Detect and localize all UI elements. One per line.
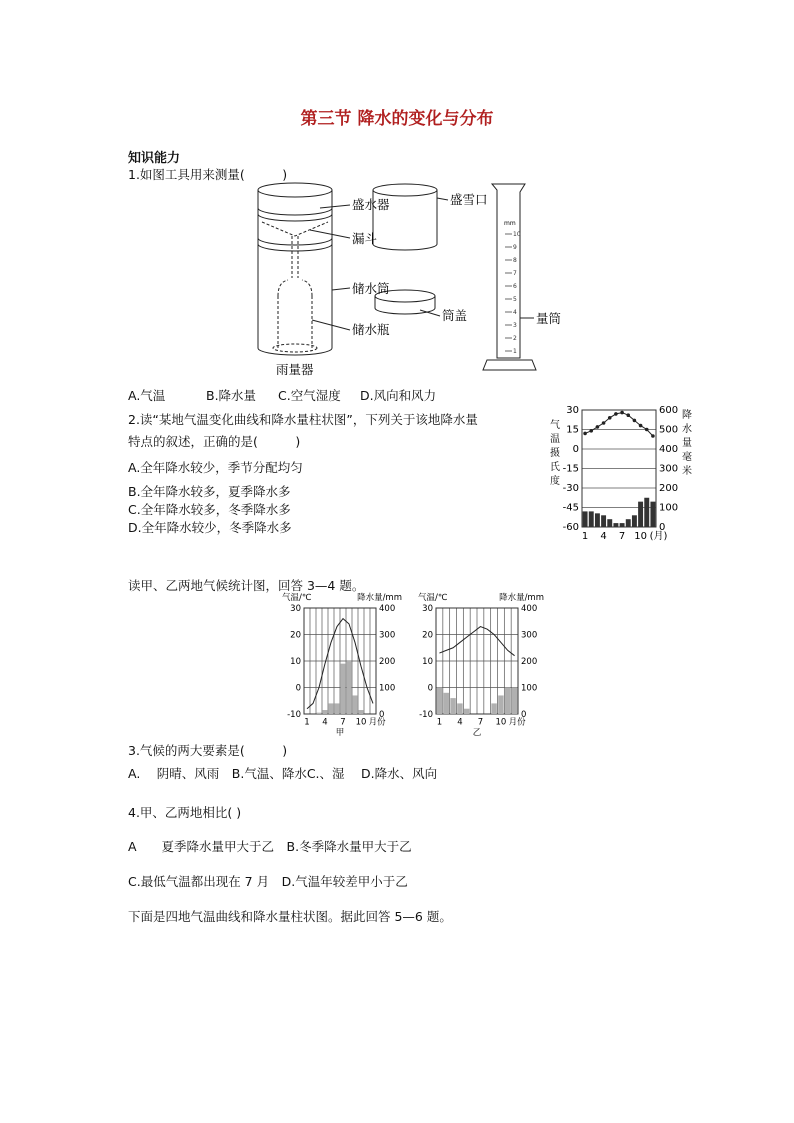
x-tick-label: 7 [477, 717, 484, 728]
x-tick-label: 1 [304, 717, 310, 728]
intro-q3-4: 读甲、乙两地气候统计图，回答 3—4 题。 [128, 578, 365, 593]
question-1-stem: 1.如图工具用来测量( ) [128, 167, 288, 182]
y2-tick-label: 100 [521, 683, 538, 694]
question-2-stem-line1: 2.读“某地气温变化曲线和降水量柱状图”，下列关于该地降水量 [128, 412, 478, 427]
precipitation-bar [620, 523, 625, 527]
y2-tick-label: 100 [379, 683, 396, 694]
intro-q5-6: 下面是四地气温曲线和降水量柱状图。据此回答 5—6 题。 [128, 909, 452, 924]
precipitation-bar [347, 661, 352, 714]
cylinder-tick: 5 [513, 296, 517, 303]
y-tick-label: 0 [572, 444, 579, 455]
y2-tick-label: 400 [521, 604, 538, 614]
y-tick-label: -10 [287, 710, 301, 720]
y-tick-label: 0 [295, 683, 301, 694]
q2-ylabel-char: 温 [550, 434, 560, 445]
cylinder-tick: 3 [513, 322, 517, 329]
y-tick-label: 0 [427, 683, 433, 694]
q1-option-b: B.降水量 [206, 388, 257, 403]
precipitation-bar [638, 502, 643, 527]
x-tick-label: 4 [600, 531, 607, 542]
cylinder-unit: mm [504, 220, 516, 227]
temperature-point [608, 416, 612, 420]
precipitation-bar [450, 698, 455, 714]
y2-tick-label: 200 [659, 483, 679, 494]
precipitation-bar [329, 703, 334, 714]
precipitation-bar [650, 502, 655, 527]
precipitation-bar [335, 703, 340, 714]
climate-chart-yi [416, 590, 552, 740]
q4-options-ab: A 夏季降水量甲大于乙 B.冬季降水量甲大于乙 [128, 839, 412, 854]
precipitation-bar [464, 709, 469, 714]
label-bottle: 储水瓶 [352, 322, 390, 337]
label-funnel: 漏斗 [352, 231, 378, 246]
x-tick-label: 10 [495, 717, 507, 728]
q2-ylabel-char: 摄 [550, 448, 560, 459]
climate-chart-jia [280, 590, 416, 740]
y-tick-label: -10 [419, 710, 433, 720]
q2-y2label-char: 降 [682, 410, 692, 421]
q2-option-a: A.全年降水较少，季节分配均匀 [128, 460, 303, 475]
temperature-point [620, 411, 624, 415]
y-tick-label: -15 [562, 463, 579, 475]
precipitation-bar [437, 688, 442, 715]
y2-tick-label: 400 [379, 604, 396, 614]
label-lid: 筒盖 [442, 308, 468, 323]
q1-option-d: D.风向和风力 [360, 388, 437, 403]
temperature-point [645, 428, 649, 432]
q3-options: A. 阴晴、风雨 B.气温、降水C.、湿 D.降水、风向 [128, 766, 438, 781]
x-tick-label: 1 [436, 717, 443, 728]
x-axis-label: 月份 [508, 717, 526, 728]
precipitation-bar [317, 713, 322, 714]
q2-y2label-char: 米 [682, 466, 692, 477]
cylinder-tick: 10 [513, 231, 521, 238]
climate-chart-q2 [542, 400, 712, 550]
label-snow-inlet: 盛雪口 [450, 192, 488, 207]
cylinder-tick: 8 [513, 257, 517, 264]
y2-tick-label: 100 [659, 502, 679, 514]
cylinder-tick: 2 [513, 335, 517, 342]
y2-tick-label: 0 [659, 522, 666, 533]
precipitation-bar [341, 664, 346, 714]
x-tick-label: 10 [634, 531, 647, 542]
q1-option-a: A.气温 [128, 388, 166, 403]
temperature-point [596, 425, 600, 429]
chart-caption: 甲 [335, 728, 345, 738]
y-tick-label: 20 [422, 630, 433, 641]
q2-option-b: B.全年降水较多，夏季降水多 [128, 484, 291, 499]
temperature-point [614, 412, 618, 416]
rain-gauge-figure [250, 178, 580, 378]
precipitation-bar [505, 688, 510, 715]
q2-y2label-char: 毫 [682, 452, 692, 463]
y2-tick-label: 400 [659, 444, 679, 455]
precipitation-bar [589, 511, 594, 527]
precipitation-bar [644, 498, 649, 527]
q2-option-d: D.全年降水较少，冬季降水多 [128, 520, 292, 535]
y-axis-label: 气温/℃ [282, 593, 312, 603]
label-tube: 储水筒 [352, 281, 390, 296]
y2-axis-label: 降水量/mm [357, 593, 402, 603]
q2-option-c: C.全年降水较多，冬季降水多 [128, 502, 291, 517]
temperature-point [633, 419, 637, 423]
y2-tick-label: 300 [659, 463, 679, 475]
temperature-point [589, 429, 593, 433]
x-tick-label: 1 [581, 531, 589, 542]
y2-tick-label: 500 [659, 424, 679, 436]
question-2-stem-line2: 特点的叙述，正确的是( ) [128, 434, 301, 449]
y2-tick-label: 0 [521, 710, 527, 720]
precipitation-bar [626, 519, 631, 527]
precipitation-bar [601, 515, 606, 527]
cylinder-tick: 6 [513, 283, 517, 290]
x-tick-label: 7 [618, 531, 626, 542]
section-heading: 知识能力 [128, 151, 181, 166]
temperature-point [602, 421, 606, 425]
cylinder-tick: 9 [513, 244, 517, 251]
precipitation-bar [613, 523, 618, 527]
x-axis-label: 月份 [368, 717, 386, 728]
label-cylinder: 量筒 [536, 311, 562, 326]
q1-option-c: C.空气湿度 [278, 388, 341, 403]
y2-tick-label: 300 [521, 630, 538, 641]
y-tick-label: 10 [290, 657, 301, 667]
temperature-point [651, 434, 655, 438]
precipitation-bar [583, 511, 588, 527]
y2-axis-label: 降水量/mm [499, 593, 544, 603]
temperature-line [585, 413, 653, 436]
y-tick-label: 30 [566, 405, 579, 416]
precipitation-bar [353, 695, 358, 714]
temperature-point [626, 413, 630, 417]
x-tick-label: 4 [322, 717, 328, 728]
cylinder-tick: 1 [513, 348, 517, 355]
y-tick-label: -45 [562, 502, 579, 514]
precipitation-bar [491, 703, 496, 714]
precipitation-bar [512, 688, 517, 715]
precipitation-bar [595, 513, 600, 527]
question-3-stem: 3.气候的两大要素是( ) [128, 743, 288, 758]
page-title: 第三节 降水的变化与分布 [300, 109, 494, 129]
y2-tick-label: 300 [379, 630, 396, 641]
x-tick-label: 10 [355, 717, 367, 728]
y-tick-label: 30 [422, 604, 433, 614]
q2-ylabel-char: 气 [550, 420, 560, 431]
precipitation-bar [359, 710, 364, 714]
q4-options-cd: C.最低气温都出现在 7 月 D.气温年较差甲小于乙 [128, 874, 408, 889]
y-tick-label: 30 [290, 604, 301, 614]
q2-ylabel-char: 氏 [550, 462, 560, 473]
precipitation-bar [457, 703, 462, 714]
y-tick-label: -30 [562, 483, 579, 494]
q2-y2label-char: 量 [682, 438, 692, 449]
y-axis-label: 气温/℃ [418, 593, 448, 603]
x-tick-label: 4 [457, 717, 463, 728]
question-4-stem: 4.甲、乙两地相比( ) [128, 805, 242, 820]
x-tick-label: 7 [340, 717, 346, 728]
y2-tick-label: 200 [379, 657, 396, 667]
cylinder-tick: 7 [513, 270, 517, 277]
y-tick-label: -60 [562, 522, 579, 533]
y-tick-label: 20 [290, 630, 301, 641]
y2-tick-label: 200 [521, 657, 538, 667]
precipitation-bar [498, 695, 503, 714]
precipitation-bar [444, 693, 449, 714]
precipitation-bar [323, 710, 328, 714]
precipitation-bar [607, 519, 612, 527]
q2-ylabel-char: 度 [550, 476, 560, 487]
y2-tick-label: 0 [379, 710, 385, 720]
cylinder-tick: 4 [513, 309, 517, 316]
label-collector: 盛水器 [352, 197, 390, 212]
q2-y2label-char: 水 [682, 424, 692, 435]
temperature-point [639, 424, 643, 428]
y-tick-label: 15 [566, 424, 579, 436]
precipitation-bar [632, 515, 637, 527]
y-tick-label: 10 [422, 657, 433, 667]
y2-tick-label: 600 [659, 405, 679, 416]
chart-caption: 乙 [472, 728, 482, 738]
x-axis-label: (月) [649, 531, 668, 542]
temperature-point [583, 432, 587, 436]
label-rain-gauge: 雨量器 [276, 362, 314, 377]
